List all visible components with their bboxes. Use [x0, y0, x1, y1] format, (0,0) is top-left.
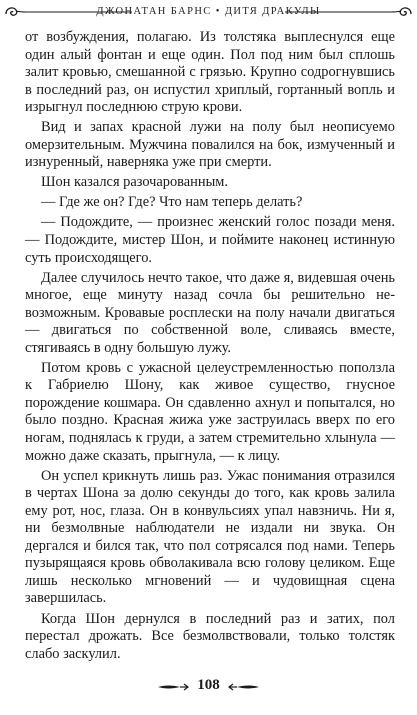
paragraph: Он успел крикнуть лишь раз. Ужас понимания отразился в чертах Шона за долю секунды до того, как кровь залила ему рот, нос, глаза. Он в конвульсиях упал навзничь. Ни я, ни безмолвные наблюдатели не издали ни звука. Он дергался и бился так, что пол сотрясался под нами. Теперь пузырящаяся кровь обволакивала всю голову целиком. Еще лишь несколько мгновений — и чудовищная сцена завершилась.: [25, 467, 395, 607]
running-header: [0, 0, 417, 28]
paragraph: Вид и запах красной лужи на полу был неописуемо омерзительным. Мужчина повалился на бок, измученный и изнуренный, наверняка уже при смерти.: [25, 119, 395, 171]
page-number: 108: [197, 677, 220, 693]
paragraph: от возбуждения, полагаю. Из толстяка выплеснулся еще один алый фонтан и еще один. Пол под ним был сплошь залит кровью, смешанной с грязью. Крупно содрогнувшись в последний раз, он испустил хриплый, гортанный вопль и изрыгнул последнюю струю крови.: [25, 29, 395, 116]
paragraph: — Подождите, — произнес женский голос позади меня. — Подождите, мистер Шон, и поймите наконец истинную суть происходящего.: [25, 214, 395, 266]
paragraph: — Где же он? Где? Что нам теперь делать?: [41, 194, 303, 211]
page-footer: [0, 676, 417, 698]
body-text: [25, 29, 395, 666]
paragraph: Потом кровь с ужасной целеустремленностью поползла к Габриелю Шону, как живое существо, гнусное порождение кошмара. Он сдавленно ахнул и попытался, но было поздно. Красная жижа уже заструилась вверх по его ногам, поднялась к груди, а затем стремительно хлынула — можно даже сказать, прыгнула, — к лицу.: [25, 359, 395, 464]
paragraph: Далее случилось нечто такое, что даже я, видевшая очень многое, еще минуту назад сочла бы решительно невозможным. Кровавые росплески на полу начали двигаться — двигаться по собственной воле, сливаясь вместе, стягиваясь в одну большую лужу.: [25, 269, 395, 356]
paragraph: Когда Шон дернулся в последний раз и затих, пол перестал дрожать. Все безмолвствовали, только толстяк слабо заскулил.: [25, 610, 395, 662]
paragraph: Шон казался разочарованным.: [41, 174, 228, 191]
running-head-title: ДЖОНАТАН БАРНС • ДИТЯ ДРАКУЛЫ: [96, 6, 321, 17]
